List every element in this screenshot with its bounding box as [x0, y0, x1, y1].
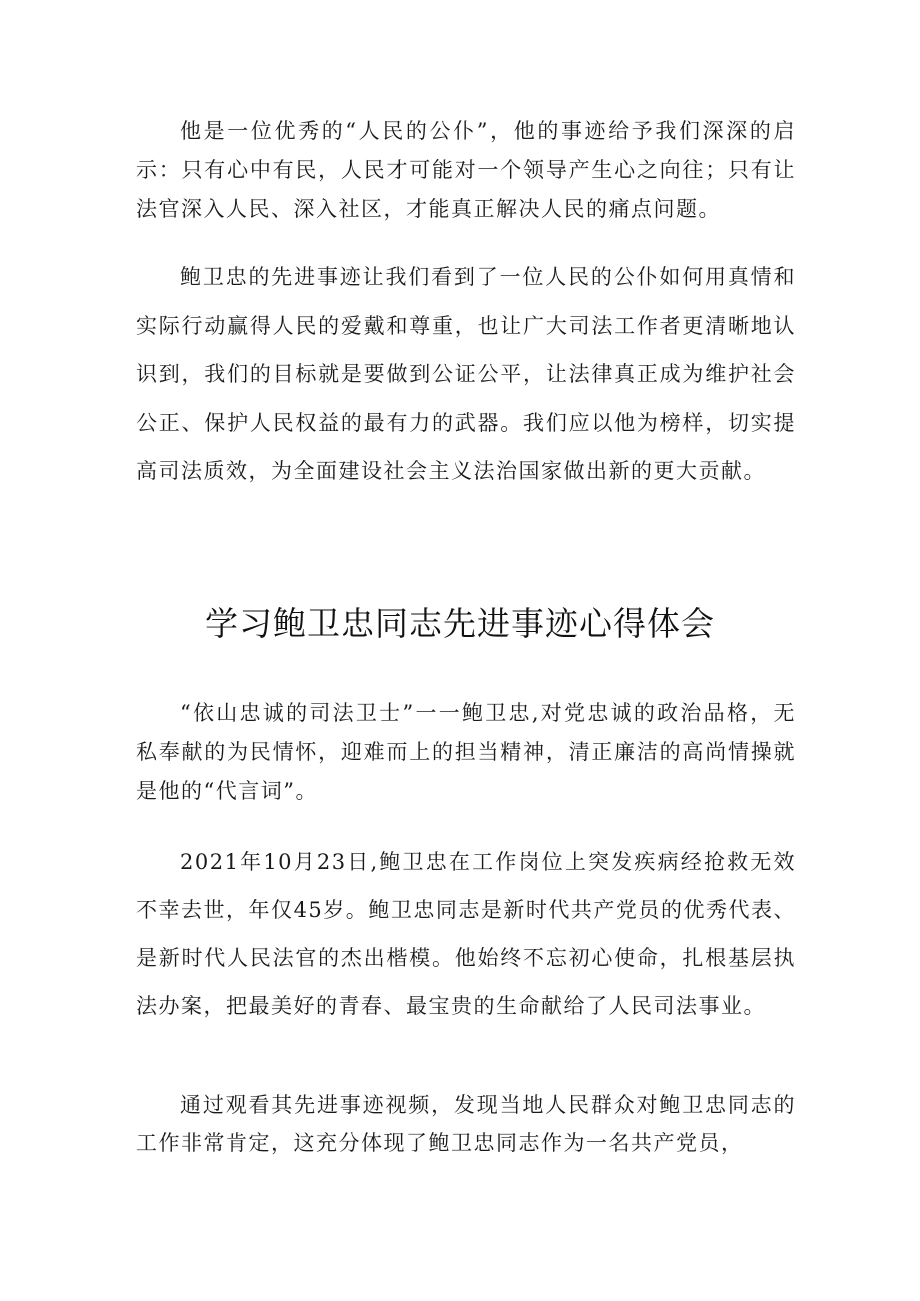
body-paragraph: 鲍卫忠的先进事迹让我们看到了一位人民的公仆如何用真情和实际行动赢得人民的爱戴和尊重，也让广大司法工作者更清晰地认识到，我们的目标就是要做到公证公平，让法律真正成为维护社会公正、保护人民权益的最有力的武器。我们应以他为榜样，切实提高司法质效，为全面建设社会主义法治国家做出新的更大贡献。 [136, 265, 796, 483]
body-paragraph: 通过观看其先进事迹视频，发现当地人民群众对鲍卫忠同志的工作非常肯定，这充分体现了鲍卫忠同志作为一名共产党员， [136, 1093, 796, 1155]
body-paragraph: 他是一位优秀的“人民的公仆”，他的事迹给予我们深深的启示：只有心中有民，人民才可能对一个领导产生心之向往；只有让法官深入人民、深入社区，才能真正解决人民的痛点问题。 [136, 119, 796, 221]
body-paragraph: “依山忠诚的司法卫士”一一鲍卫忠,对党忠诚的政治品格，无私奉献的为民情怀，迎难而上的担当精神，清正廉洁的高尚情操就是他的“代言词”。 [136, 701, 796, 803]
section-title: 学习鲍卫忠同志先进事迹心得体会 [205, 604, 715, 643]
body-paragraph: 2021年10月23日,鲍卫忠在工作岗位上突发疾病经抢救无效不幸去世，年仅45岁。鲍卫忠同志是新时代共产党员的优秀代表、是新时代人民法官的杰出楷模。他始终不忘初心使命，扎根基层执法办案，把最美好的青春、最宝贵的生命献给了人民司法事业。 [136, 850, 796, 1018]
